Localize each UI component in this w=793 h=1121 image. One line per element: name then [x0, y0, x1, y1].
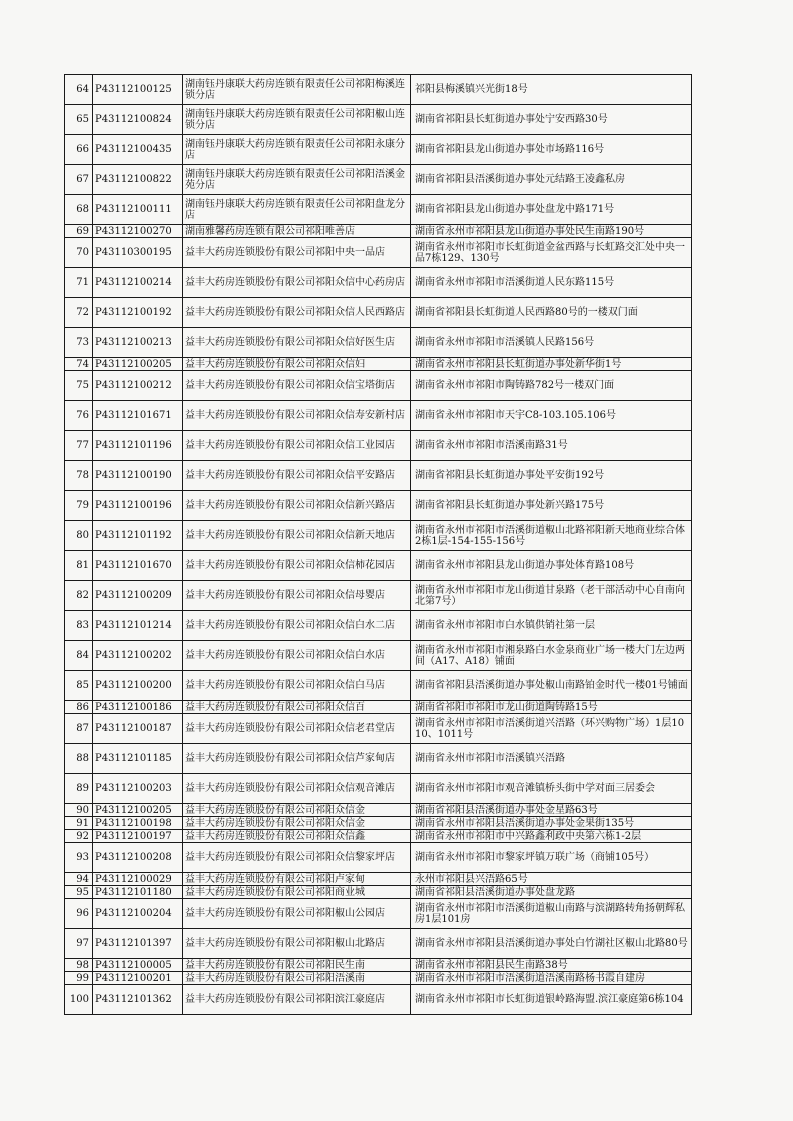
table-row: [65, 985, 692, 1015]
store-name-cell: 益丰大药房连锁股份有限公司祁阳卢家甸: [183, 873, 411, 886]
store-address-cell: 湖南省永州市祁阳市龙山街道甘泉路（老干部活动中心自南向北第7号）: [411, 581, 692, 611]
row-number-cell: 87: [65, 714, 93, 744]
license-code-cell: P43112100029: [93, 873, 183, 886]
license-code-cell: P43112100824: [93, 105, 183, 135]
table-row: [65, 817, 692, 830]
table-row: [65, 899, 692, 929]
store-name-cell: 益丰大药房连锁股份有限公司祁阳众信鑫: [183, 830, 411, 843]
table-row: [65, 830, 692, 843]
license-code-cell: P43112100186: [93, 701, 183, 714]
row-number-cell: 100: [65, 985, 93, 1015]
table-row: [65, 886, 692, 899]
row-number-cell: 66: [65, 135, 93, 165]
row-number-cell: 94: [65, 873, 93, 886]
table-row: [65, 238, 692, 268]
store-address-cell: 湖南省永州市祁阳市浯溪街道人民东路115号: [411, 268, 692, 298]
store-address-cell: 湖南省永州市祁阳县浯溪街道办事处白竹湖社区椒山北路80号: [411, 929, 692, 959]
store-name-cell: 益丰大药房连锁股份有限公司祁阳民生南: [183, 959, 411, 972]
store-address-cell: 湖南省永州市祁阳市湘泉路白水金泉商业广场一楼大门左边两间（A17、A18）铺面: [411, 641, 692, 671]
store-name-cell: 益丰大药房连锁股份有限公司祁阳椒山北路店: [183, 929, 411, 959]
row-number-cell: 72: [65, 298, 93, 328]
license-code-cell: P43112101214: [93, 611, 183, 641]
store-address-cell: 湖南省祁阳县龙山街道办事处盘龙中路171号: [411, 195, 692, 225]
store-address-cell: 湖南省永州市祁阳市长虹街道银岭路海盟.滨江豪庭第6栋104: [411, 985, 692, 1015]
store-address-cell: 湖南省祁阳县浯溪街道办事处元结路王凌鑫私房: [411, 165, 692, 195]
row-number-cell: 90: [65, 804, 93, 817]
table-row: [65, 105, 692, 135]
license-code-cell: P43112100270: [93, 225, 183, 238]
table-row: [65, 581, 692, 611]
store-address-cell: 湖南省永州市祁阳市黎家坪镇万联广场（商铺105号）: [411, 843, 692, 873]
license-code-cell: P43112101192: [93, 521, 183, 551]
table-row: [65, 873, 692, 886]
row-number-cell: 86: [65, 701, 93, 714]
store-address-cell: 湖南省永州市祁阳县龙山街道办事处体育路108号: [411, 551, 692, 581]
table-row: [65, 972, 692, 985]
row-number-cell: 77: [65, 431, 93, 461]
row-number-cell: 74: [65, 358, 93, 371]
row-number-cell: 73: [65, 328, 93, 358]
table-row: [65, 491, 692, 521]
license-code-cell: P43112100005: [93, 959, 183, 972]
table-row: [65, 328, 692, 358]
row-number-cell: 85: [65, 671, 93, 701]
store-name-cell: 益丰大药房连锁股份有限公司祁阳众信寿安新村店: [183, 401, 411, 431]
store-address-cell: 湖南省祁阳县长虹街道办事处平安街192号: [411, 461, 692, 491]
table-row: [65, 401, 692, 431]
license-code-cell: P43112100214: [93, 268, 183, 298]
row-number-cell: 79: [65, 491, 93, 521]
store-name-cell: 益丰大药房连锁股份有限公司祁阳商业城: [183, 886, 411, 899]
store-address-cell: 湖南省永州市祁阳市浯溪街道椒山北路祁阳新天地商业综合体2栋1层-154-155-156号: [411, 521, 692, 551]
table-row: [65, 671, 692, 701]
store-name-cell: 益丰大药房连锁股份有限公司祁阳浯溪南: [183, 972, 411, 985]
store-address-cell: 湖南省祁阳县浯溪街道办事处椒山南路铂金时代一楼01号铺面: [411, 671, 692, 701]
store-address-cell: 湖南省永州市祁阳市浯溪街道椒山南路与滨湖路转角扬朝辉私房1层101房: [411, 899, 692, 929]
store-address-cell: 永州市祁阳县兴浯路65号: [411, 873, 692, 886]
row-number-cell: 92: [65, 830, 93, 843]
store-address-cell: 湖南省永州市祁阳县浯溪街道办事处金果街135号: [411, 817, 692, 830]
license-code-cell: P43112101180: [93, 886, 183, 899]
license-code-cell: P43112101670: [93, 551, 183, 581]
row-number-cell: 89: [65, 774, 93, 804]
table-row: [65, 551, 692, 581]
license-code-cell: P43112100205: [93, 804, 183, 817]
store-name-cell: 益丰大药房连锁股份有限公司祁阳椒山公园店: [183, 899, 411, 929]
store-address-cell: 湖南省祁阳县长虹街道人民西路80号的一楼双门面: [411, 298, 692, 328]
table-row: [65, 75, 692, 105]
license-code-cell: P43112100190: [93, 461, 183, 491]
store-address-cell: 祁阳县梅溪镇兴光街18号: [411, 75, 692, 105]
table-row: [65, 358, 692, 371]
store-name-cell: 益丰大药房连锁股份有限公司祁阳众信观音滩店: [183, 774, 411, 804]
license-code-cell: P43112100125: [93, 75, 183, 105]
store-name-cell: 益丰大药房连锁股份有限公司祁阳众信工业园店: [183, 431, 411, 461]
license-code-cell: P43112100822: [93, 165, 183, 195]
store-name-cell: 益丰大药房连锁股份有限公司祁阳众信百: [183, 701, 411, 714]
license-code-cell: P43112100212: [93, 371, 183, 401]
store-address-cell: 湖南省永州市祁阳县龙山街道办事处民生南路190号: [411, 225, 692, 238]
store-name-cell: 益丰大药房连锁股份有限公司祁阳众信黎家坪店: [183, 843, 411, 873]
store-address-cell: 湖南省永州市祁阳市观音滩镇桥头街中学对面三居委会: [411, 774, 692, 804]
store-address-cell: 湖南省祁阳市祁阳市龙山街道陶铸路15号: [411, 701, 692, 714]
store-address-cell: 湖南省祁阳县龙山街道办事处市场路116号: [411, 135, 692, 165]
table-row: [65, 804, 692, 817]
store-address-cell: 湖南省祁阳县长虹街道办事处宁安西路30号: [411, 105, 692, 135]
row-number-cell: 97: [65, 929, 93, 959]
store-name-cell: 益丰大药房连锁股份有限公司祁阳众信柿花园店: [183, 551, 411, 581]
license-code-cell: P43112100204: [93, 899, 183, 929]
license-code-cell: P43112100202: [93, 641, 183, 671]
store-address-cell: 湖南省祁阳县浯溪街道办事处金星路63号: [411, 804, 692, 817]
store-address-cell: 湖南省永州市祁阳市浯溪街道浯溪南路杨书霞自建房: [411, 972, 692, 985]
license-code-cell: P43112101185: [93, 744, 183, 774]
row-number-cell: 64: [65, 75, 93, 105]
store-name-cell: 湖南钰丹康联大药房连锁有限责任公司祁阳盘龙分店: [183, 195, 411, 225]
store-name-cell: 益丰大药房连锁股份有限公司祁阳众信母婴店: [183, 581, 411, 611]
store-address-cell: 湖南省祁阳县长虹街道办事处新兴路175号: [411, 491, 692, 521]
table-row: [65, 641, 692, 671]
store-name-cell: 益丰大药房连锁股份有限公司祁阳众信白水店: [183, 641, 411, 671]
row-number-cell: 80: [65, 521, 93, 551]
license-code-cell: P43112100213: [93, 328, 183, 358]
store-name-cell: 益丰大药房连锁股份有限公司祁阳众信金: [183, 804, 411, 817]
row-number-cell: 98: [65, 959, 93, 972]
table-row: [65, 521, 692, 551]
table-row: [65, 714, 692, 744]
row-number-cell: 78: [65, 461, 93, 491]
license-code-cell: P43112100208: [93, 843, 183, 873]
license-code-cell: P43112100196: [93, 491, 183, 521]
store-address-cell: 湖南省永州市祁阳县民生南路38号: [411, 959, 692, 972]
license-code-cell: P43112101196: [93, 431, 183, 461]
store-address-cell: 湖南省永州市祁阳县长虹街道办事处新华街1号: [411, 358, 692, 371]
row-number-cell: 83: [65, 611, 93, 641]
table-row: [65, 929, 692, 959]
store-address-cell: 湖南省永州市祁阳市浯溪镇人民路156号: [411, 328, 692, 358]
store-name-cell: 益丰大药房连锁股份有限公司祁阳众信平安路店: [183, 461, 411, 491]
table-row: [65, 461, 692, 491]
license-code-cell: P43112100203: [93, 774, 183, 804]
store-name-cell: 益丰大药房连锁股份有限公司祁阳众信芦家甸店: [183, 744, 411, 774]
store-name-cell: 益丰大药房连锁股份有限公司祁阳滨江豪庭店: [183, 985, 411, 1015]
table-row: [65, 165, 692, 195]
store-address-cell: 湖南省永州市祁阳市长虹街道金盆西路与长虹路交汇处中央一品7栋129、130号: [411, 238, 692, 268]
store-name-cell: 湖南钰丹康联大药房连锁有限责任公司祁阳浯溪金苑分店: [183, 165, 411, 195]
table-row: [65, 431, 692, 461]
store-name-cell: 湖南钰丹康联大药房连锁有限责任公司祁阳永康分店: [183, 135, 411, 165]
store-name-cell: 益丰大药房连锁股份有限公司祁阳中央一品店: [183, 238, 411, 268]
store-address-cell: 湖南省永州市祁阳市中兴路鑫利政中央第六栋1-2层: [411, 830, 692, 843]
store-name-cell: 湖南钰丹康联大药房连锁有限责任公司祁阳椒山连锁分店: [183, 105, 411, 135]
store-name-cell: 益丰大药房连锁股份有限公司祁阳众信妇: [183, 358, 411, 371]
row-number-cell: 69: [65, 225, 93, 238]
license-code-cell: P43112100200: [93, 671, 183, 701]
row-number-cell: 93: [65, 843, 93, 873]
row-number-cell: 99: [65, 972, 93, 985]
row-number-cell: 68: [65, 195, 93, 225]
row-number-cell: 67: [65, 165, 93, 195]
table-row: [65, 225, 692, 238]
pharmacy-list-sheet: [64, 74, 691, 1015]
license-code-cell: P43112100192: [93, 298, 183, 328]
store-name-cell: 益丰大药房连锁股份有限公司祁阳众信宝塔街店: [183, 371, 411, 401]
row-number-cell: 95: [65, 886, 93, 899]
row-number-cell: 70: [65, 238, 93, 268]
store-name-cell: 益丰大药房连锁股份有限公司祁阳众信老君堂店: [183, 714, 411, 744]
row-number-cell: 75: [65, 371, 93, 401]
table-row: [65, 611, 692, 641]
row-number-cell: 81: [65, 551, 93, 581]
store-name-cell: 益丰大药房连锁股份有限公司祁阳众信白马店: [183, 671, 411, 701]
pharmacy-table: [64, 74, 692, 1015]
store-address-cell: 湖南省永州市祁阳市浯溪南路31号: [411, 431, 692, 461]
store-address-cell: 湖南省永州市祁阳市陶铸路782号一楼双门面: [411, 371, 692, 401]
store-name-cell: 益丰大药房连锁股份有限公司祁阳众信好医生店: [183, 328, 411, 358]
table-row: [65, 298, 692, 328]
license-code-cell: P43112100209: [93, 581, 183, 611]
store-name-cell: 湖南雅馨药房连锁有限公司祁阳唯善店: [183, 225, 411, 238]
row-number-cell: 84: [65, 641, 93, 671]
store-name-cell: 益丰大药房连锁股份有限公司祁阳众信中心药房店: [183, 268, 411, 298]
store-address-cell: 湖南省永州市祁阳市浯溪街道兴浯路（环兴购物广场）1层1010、1011号: [411, 714, 692, 744]
license-code-cell: P43112101671: [93, 401, 183, 431]
table-row: [65, 135, 692, 165]
row-number-cell: 76: [65, 401, 93, 431]
license-code-cell: P43112100187: [93, 714, 183, 744]
license-code-cell: P43112100111: [93, 195, 183, 225]
table-row: [65, 744, 692, 774]
license-code-cell: P43112100198: [93, 817, 183, 830]
store-name-cell: 益丰大药房连锁股份有限公司祁阳众信人民西路店: [183, 298, 411, 328]
table-row: [65, 701, 692, 714]
license-code-cell: P43110300195: [93, 238, 183, 268]
row-number-cell: 96: [65, 899, 93, 929]
store-name-cell: 湖南钰丹康联大药房连锁有限责任公司祁阳梅溪连锁分店: [183, 75, 411, 105]
table-row: [65, 774, 692, 804]
table-row: [65, 843, 692, 873]
store-address-cell: 湖南省永州市祁阳市天宇C8-103.105.106号: [411, 401, 692, 431]
row-number-cell: 91: [65, 817, 93, 830]
table-row: [65, 959, 692, 972]
row-number-cell: 71: [65, 268, 93, 298]
store-name-cell: 益丰大药房连锁股份有限公司祁阳众信金: [183, 817, 411, 830]
store-name-cell: 益丰大药房连锁股份有限公司祁阳众信新天地店: [183, 521, 411, 551]
license-code-cell: P43112100201: [93, 972, 183, 985]
table-row: [65, 371, 692, 401]
row-number-cell: 65: [65, 105, 93, 135]
row-number-cell: 82: [65, 581, 93, 611]
row-number-cell: 88: [65, 744, 93, 774]
license-code-cell: P43112100435: [93, 135, 183, 165]
pharmacy-table-body: [65, 75, 692, 1015]
store-address-cell: 湖南省永州市祁阳市浯溪镇兴浯路: [411, 744, 692, 774]
license-code-cell: P43112100205: [93, 358, 183, 371]
store-address-cell: 湖南省永州市祁阳市白水镇供销社第一层: [411, 611, 692, 641]
license-code-cell: P43112100197: [93, 830, 183, 843]
store-name-cell: 益丰大药房连锁股份有限公司祁阳众信新兴路店: [183, 491, 411, 521]
table-row: [65, 268, 692, 298]
license-code-cell: P43112101362: [93, 985, 183, 1015]
table-row: [65, 195, 692, 225]
license-code-cell: P43112101397: [93, 929, 183, 959]
store-address-cell: 湖南省祁阳县浯溪街道办事处盘龙路: [411, 886, 692, 899]
store-name-cell: 益丰大药房连锁股份有限公司祁阳众信白水二店: [183, 611, 411, 641]
